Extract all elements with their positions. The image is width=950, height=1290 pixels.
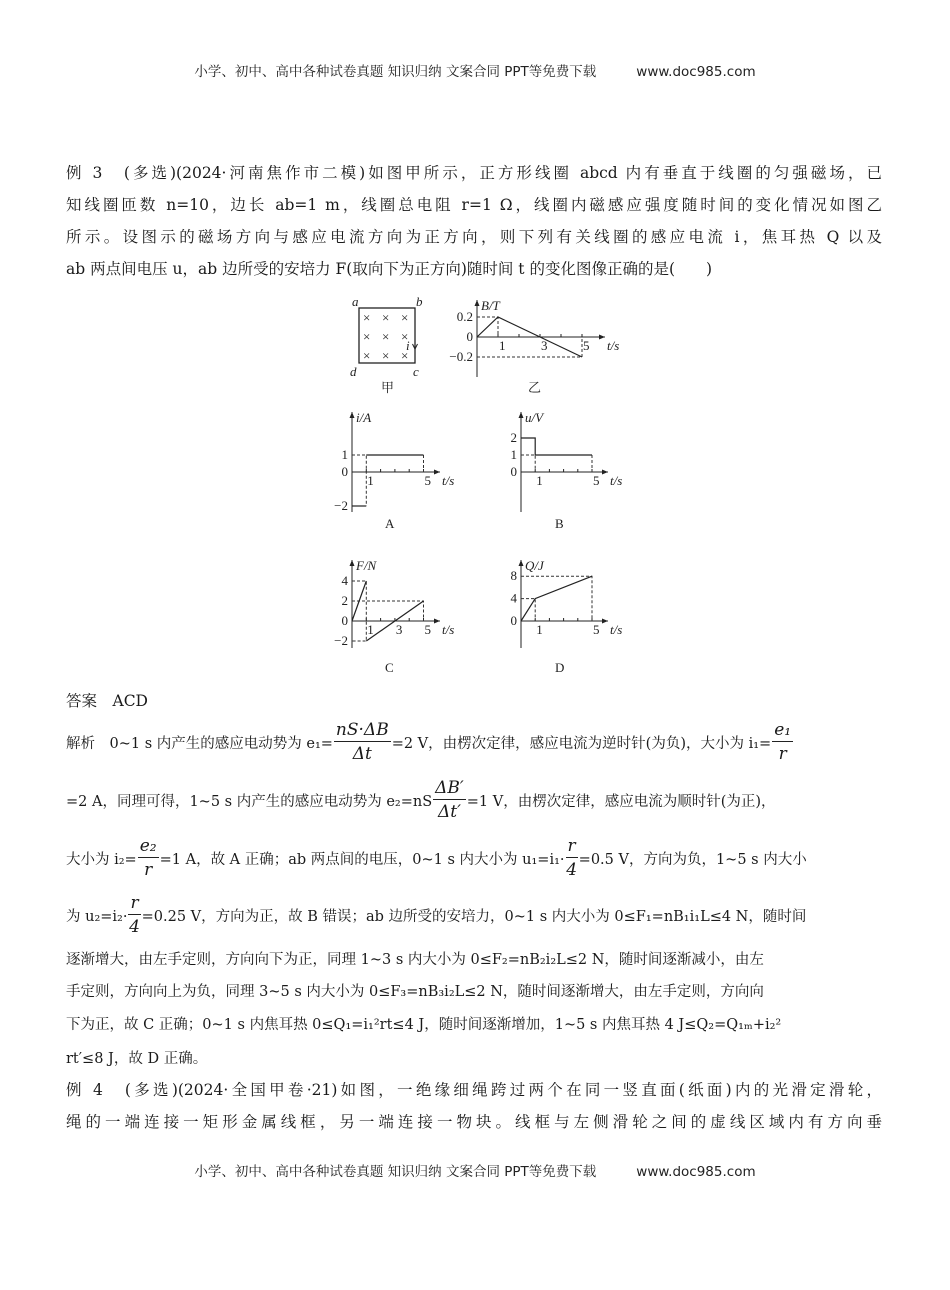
solution-text: rt′≤8 J，故 D 正确。 xyxy=(66,1050,208,1067)
solution-text: =2 A，同理可得，1~5 s 内产生的感应电动势为 e₂=nS xyxy=(66,793,433,810)
y-tick-label: 0 xyxy=(466,329,473,344)
plot-caption: B xyxy=(555,516,564,531)
question-line: 例 4 (多选)(2024·全国甲卷·21)如图，一绝缘细绳跨过两个在同一竖直面(纸面)内的光滑定滑轮， xyxy=(66,1081,882,1099)
solution-line xyxy=(66,777,886,822)
x-tick-label: 5 xyxy=(583,338,590,353)
y-tick-label: 4 xyxy=(510,590,517,606)
x-axis-arrow-icon xyxy=(599,335,605,340)
question-line: ab 两点间电压 u，ab 边所受的安培力 F(取向下为正方向)随时间 t 的变化图像正确的是( ) xyxy=(66,260,713,278)
x-tick-label: 3 xyxy=(541,338,548,353)
plot-caption: A xyxy=(385,516,395,531)
solution-text: 解析 0~1 s 内产生的感应电动势为 e₁= xyxy=(66,735,333,752)
solution-line xyxy=(66,892,886,937)
numerator: ΔB′ xyxy=(435,777,464,798)
y-axis-label: Q/J xyxy=(525,558,544,573)
solution-text: 为 u₂=i₂· xyxy=(66,908,128,925)
x-tick-label: 1 xyxy=(367,473,374,488)
y-axis-label: i/A xyxy=(356,410,372,425)
solution-text: =0.5 V，方向为负，1~5 s 内大小 xyxy=(578,851,807,868)
x-tick-label: 1 xyxy=(499,338,506,353)
field-into-page-icon: × xyxy=(363,310,371,325)
x-axis-arrow-icon xyxy=(434,470,440,475)
fraction xyxy=(138,835,159,882)
x-tick-label: 5 xyxy=(424,473,431,488)
header-text: 小学、初中、高中各种试卷真题 知识归纳 文案合同 PPT等免费下载 xyxy=(194,64,597,80)
y-axis-arrow-icon xyxy=(350,412,355,418)
footer-url: www.doc985.com xyxy=(636,1164,756,1180)
corner-d: d xyxy=(350,364,357,379)
x-axis-arrow-icon xyxy=(602,470,608,475)
y-axis-arrow-icon xyxy=(519,412,524,418)
x-axis-label: t/s xyxy=(442,473,455,488)
x-tick-label: 5 xyxy=(424,622,431,637)
field-into-page-icon: × xyxy=(382,348,390,363)
x-axis-label: t/s xyxy=(610,622,623,637)
solution-text: =0.25 V，方向为正，故 B 错误；ab 边所受的安培力，0~1 s 内大小为 0≤F₁=nB₁i₁L≤4 N，随时间 xyxy=(141,908,807,925)
y-tick-label: 0 xyxy=(510,613,517,628)
x-tick-label: 5 xyxy=(593,622,600,637)
y-tick-label: 1 xyxy=(341,447,348,462)
plot-caption: D xyxy=(555,660,565,675)
field-into-page-icon: × xyxy=(363,348,371,363)
fraction xyxy=(433,777,466,824)
solution-text: 大小为 i₂= xyxy=(66,851,137,868)
series-line xyxy=(521,438,592,455)
fraction xyxy=(772,719,793,766)
numerator: nS·ΔB xyxy=(335,719,389,740)
denominator: 4 xyxy=(566,859,578,880)
y-tick-label: 1 xyxy=(510,447,517,462)
plot-A xyxy=(334,410,454,531)
y-tick-label: 8 xyxy=(510,568,517,584)
guide-line xyxy=(352,601,424,621)
plot-D xyxy=(511,558,623,675)
question-line: 例 3 (多选)(2024·河南焦作市二模)如图甲所示，正方形线圈 abcd 内有垂直于线圈的匀强磁场，已 xyxy=(66,164,882,182)
numerator: e₁ xyxy=(774,719,792,740)
fraction xyxy=(334,719,391,766)
coil-figure xyxy=(350,294,423,395)
y-tick-label: 2 xyxy=(341,593,348,608)
denominator: Δt′ xyxy=(437,801,461,822)
x-axis-label: t/s xyxy=(610,473,623,488)
solution-text: 下为正，故 C 正确；0~1 s 内焦耳热 0≤Q₁=i₁²rt≤4 J，随时间逐渐增加，1~5 s 内焦耳热 4 J≤Q₂=Q₁ₘ+i₂² xyxy=(66,1016,782,1033)
question-line: 绳的一端连接一矩形金属线框，另一端连接一物块。线框与左侧滑轮之间的虚线区域内有方向垂 xyxy=(66,1113,882,1131)
solution-text: 逐渐增大，由左手定则，方向向下为正，同理 1~3 s 内大小为 0≤F₂=nB₂i₂L≤2 N，随时间逐渐减小，由左 xyxy=(66,951,764,968)
guide-line xyxy=(477,337,582,357)
x-tick-label: 1 xyxy=(536,473,543,488)
field-into-page-icon: × xyxy=(401,348,409,363)
x-axis-arrow-icon xyxy=(602,619,608,624)
denominator: Δt xyxy=(352,743,372,764)
caption-jia: 甲 xyxy=(381,380,395,395)
solution-text: =1 A，故 A 正确；ab 两点间的电压，0~1 s 内大小为 u₁=i₁· xyxy=(159,851,565,868)
y-tick-label: 0.2 xyxy=(456,309,473,324)
current-label: i xyxy=(406,338,410,353)
x-axis-label: t/s xyxy=(442,622,455,637)
x-tick-label: 3 xyxy=(395,622,403,637)
x-tick-label: 1 xyxy=(367,622,374,637)
y-axis-arrow-icon xyxy=(519,560,524,566)
fraction xyxy=(128,892,140,939)
footer-text: 小学、初中、高中各种试卷真题 知识归纳 文案合同 PPT等免费下载 xyxy=(194,1164,597,1180)
answer: 答案 ACD xyxy=(66,692,148,710)
numerator: e₂ xyxy=(139,835,157,856)
corner-c: c xyxy=(413,364,419,379)
y-axis-label: u/V xyxy=(525,410,544,425)
y-axis-arrow-icon xyxy=(350,560,355,566)
y-axis-label: B/T xyxy=(481,298,500,313)
y-tick-label: 0 xyxy=(341,464,348,479)
x-tick-label: 5 xyxy=(593,473,600,488)
guide-line xyxy=(352,455,366,506)
y-tick-label: 0 xyxy=(510,464,517,479)
denominator: 4 xyxy=(129,916,140,937)
plot-B xyxy=(449,298,619,395)
y-tick-label: −2 xyxy=(334,633,348,648)
solution-text: 手定则，方向向上为负，同理 3~5 s 内大小为 0≤F₃=nB₃i₂L≤2 N，随时间逐渐增大，由左手定则，方向向 xyxy=(66,983,764,1000)
field-into-page-icon: × xyxy=(382,329,390,344)
y-tick-label: 4 xyxy=(341,573,348,588)
question-line: 知线圈匝数 n=10，边长 ab=1 m，线圈总电阻 r=1 Ω，线圈内磁感应强度随时间的变化情况如图乙 xyxy=(66,196,882,214)
current-arrow-icon xyxy=(413,340,418,349)
y-axis-label: F/N xyxy=(356,558,377,573)
solution-line xyxy=(66,719,886,764)
question-line: 所示。设图示的磁场方向与感应电流方向为正方向，则下列有关线圈的感应电流 i，焦耳热 Q 以及 xyxy=(66,228,882,246)
field-into-page-icon: × xyxy=(382,310,390,325)
y-tick-label: −2 xyxy=(334,498,348,513)
solution-line xyxy=(66,1037,886,1077)
x-axis-label: t/s xyxy=(607,338,620,353)
field-into-page-icon: × xyxy=(401,329,409,344)
corner-a: a xyxy=(352,294,359,309)
guide-line xyxy=(521,455,535,472)
fraction xyxy=(566,835,578,882)
numerator: r xyxy=(130,892,139,913)
y-tick-label: 2 xyxy=(510,430,517,445)
x-axis-arrow-icon xyxy=(434,619,440,624)
header-url: www.doc985.com xyxy=(636,64,756,80)
solution-line xyxy=(66,835,886,880)
solution-text: =2 V，由楞次定律，感应电流为逆时针(为负)，大小为 i₁= xyxy=(391,735,772,752)
denominator: r xyxy=(144,859,153,880)
y-tick-label: −0.2 xyxy=(449,349,473,364)
plot-C xyxy=(334,558,454,675)
plot-caption: C xyxy=(385,660,394,675)
field-into-page-icon: × xyxy=(401,310,409,325)
numerator: r xyxy=(567,835,576,856)
guide-line xyxy=(352,581,366,641)
y-tick-label: 0 xyxy=(341,613,348,628)
field-into-page-icon: × xyxy=(363,329,371,344)
plot-caption: 乙 xyxy=(528,380,542,395)
x-tick-label: 1 xyxy=(536,622,543,637)
y-axis-arrow-icon xyxy=(475,300,480,306)
corner-b: b xyxy=(416,294,423,309)
denominator: r xyxy=(778,743,787,764)
solution-text: =1 V，由楞次定律，感应电流为顺时针(为正)， xyxy=(466,793,776,810)
plot-Bu xyxy=(511,410,623,531)
page-footer xyxy=(0,1160,950,1180)
